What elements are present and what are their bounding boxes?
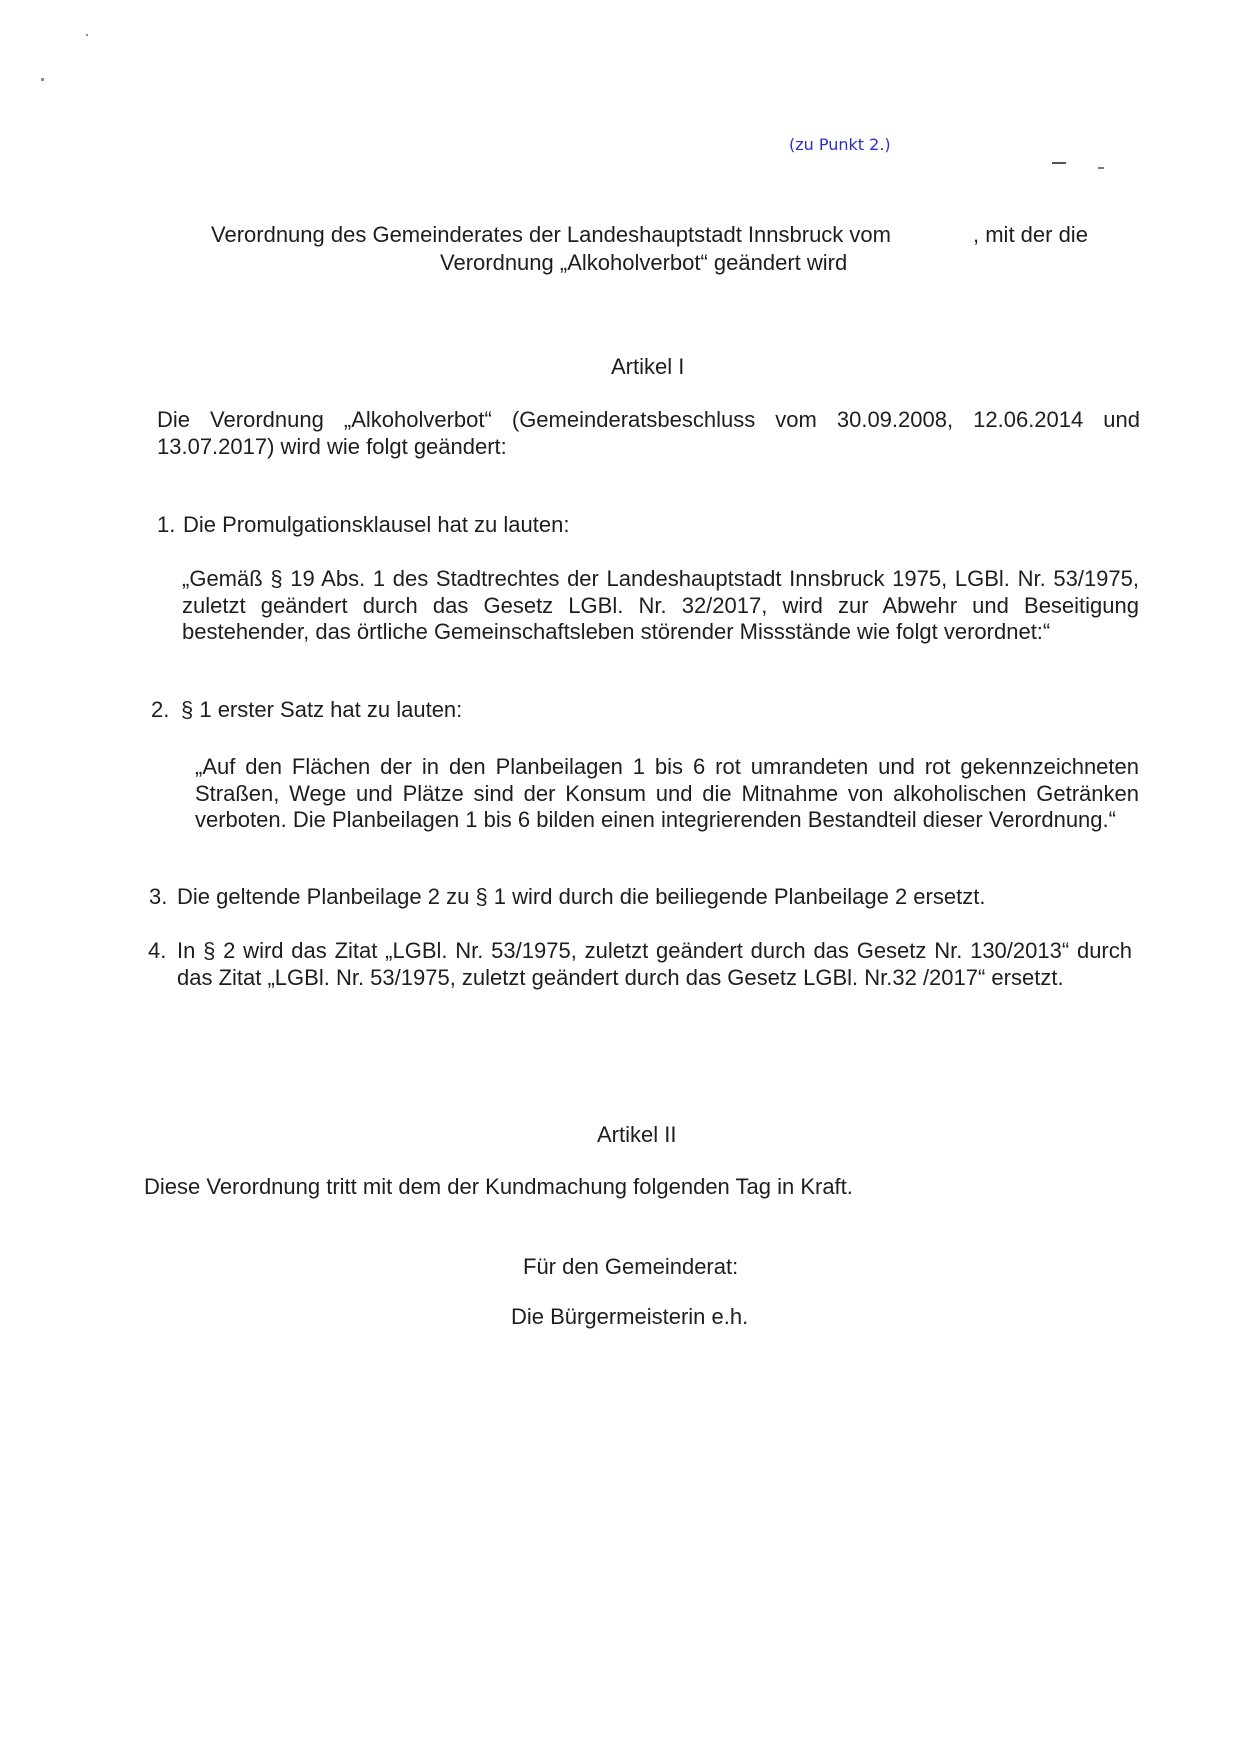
signature-line1: Für den Gemeinderat: [523,1254,739,1279]
item3-number: 3. [149,884,168,909]
item4-text: In § 2 wird das Zitat „LGBl. Nr. 53/1975, zuletzt geändert durch das Gesetz Nr. 130/2013“ durch das Zitat „LGBl. Nr. 53/1975, zuletzt geändert durch das Gesetz LGBl. Nr.32 /2017“ ersetzt. [177,938,1132,990]
item2-text: § 1 erster Satz hat zu lauten: [181,697,463,722]
artikel2-heading: Artikel II [597,1122,677,1147]
item2-quote: „Auf den Flächen der in den Planbeilagen 1 bis 6 rot umrandeten und rot gekennzeichneten Straßen, Wege und Plätze sind der Konsum und die Mitnahme von alkoholischen Getränken verboten. Die Planbeilagen 1 bis 6 bilden einen integrierenden Bestandteil dieser Verordnung.“ [195,754,1139,832]
title-line2: Verordnung „Alkoholverbot“ geändert wird [440,250,848,275]
signature-line2: Die Bürgermeisterin e.h. [511,1304,749,1329]
title-date-suffix: , mit der die [973,222,1088,247]
artikel1-heading: Artikel I [611,354,685,379]
item3-text: Die geltende Planbeilage 2 zu § 1 wird durch die beiliegende Planbeilage 2 ersetzt. [177,884,986,909]
artikel2-text: Diese Verordnung tritt mit dem der Kundmachung folgenden Tag in Kraft. [144,1174,853,1199]
item4-number: 4. [148,938,167,963]
item2-number: 2. [151,697,170,722]
scan-mark [1098,167,1104,169]
item1-text: Die Promulgationsklausel hat zu lauten: [183,512,570,537]
title-line1: Verordnung des Gemeinderates der Landeshauptstadt Innsbruck vom [211,222,891,247]
annotation-note: (zu Punkt 2.) [789,135,891,154]
scan-mark [1052,162,1066,164]
scan-speck [41,78,44,81]
artikel1-intro: Die Verordnung „Alkoholverbot“ (Gemeinderatsbeschluss vom 30.09.2008, 12.06.2014 und 13.07.2017) wird wie folgt geändert: [157,407,1140,459]
item1-quote: „Gemäß § 19 Abs. 1 des Stadtrechtes der Landeshauptstadt Innsbruck 1975, LGBl. Nr. 53/1975, zuletzt geändert durch das Gesetz LGBl. Nr. 32/2017, wird zur Abwehr und Beseitigung bestehender, das örtliche Gemeinschaftsleben störender Missstände wie folgt verordnet:“ [182,566,1139,644]
item1-number: 1. [157,512,176,537]
scan-speck [86,34,88,36]
